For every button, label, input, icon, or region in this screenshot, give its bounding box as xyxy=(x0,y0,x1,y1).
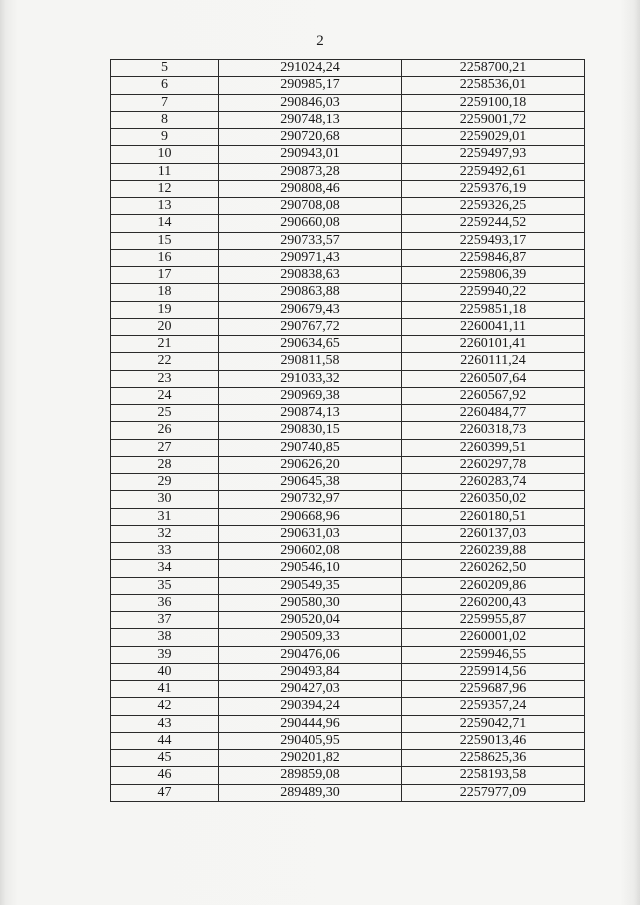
table-row xyxy=(111,508,585,525)
x-coordinate-cell: 290811,58 xyxy=(219,353,402,370)
x-coordinate-cell: 290732,97 xyxy=(219,491,402,508)
x-coordinate-cell: 290660,08 xyxy=(219,215,402,232)
y-coordinate-cell: 2260350,02 xyxy=(402,491,585,508)
table-row xyxy=(111,77,585,94)
table-row xyxy=(111,111,585,128)
x-coordinate-cell: 291033,32 xyxy=(219,370,402,387)
y-coordinate-cell: 2260262,50 xyxy=(402,560,585,577)
table-row xyxy=(111,180,585,197)
x-coordinate-cell: 289859,08 xyxy=(219,767,402,784)
table-row xyxy=(111,422,585,439)
table-row xyxy=(111,163,585,180)
table-row xyxy=(111,129,585,146)
point-number-cell: 28 xyxy=(111,456,219,473)
y-coordinate-cell: 2259029,01 xyxy=(402,129,585,146)
x-coordinate-cell: 290740,85 xyxy=(219,439,402,456)
y-coordinate-cell: 2259940,22 xyxy=(402,284,585,301)
x-coordinate-cell: 290427,03 xyxy=(219,681,402,698)
point-number-cell: 41 xyxy=(111,681,219,698)
table-row xyxy=(111,767,585,784)
x-coordinate-cell: 290846,03 xyxy=(219,94,402,111)
point-number-cell: 15 xyxy=(111,232,219,249)
table-row xyxy=(111,405,585,422)
x-coordinate-cell: 290631,03 xyxy=(219,525,402,542)
table-row xyxy=(111,560,585,577)
point-number-cell: 16 xyxy=(111,249,219,266)
x-coordinate-cell: 290808,46 xyxy=(219,180,402,197)
point-number-cell: 10 xyxy=(111,146,219,163)
x-coordinate-cell: 290733,57 xyxy=(219,232,402,249)
x-coordinate-cell: 290626,20 xyxy=(219,456,402,473)
table-row xyxy=(111,594,585,611)
table-row xyxy=(111,387,585,404)
x-coordinate-cell: 290476,06 xyxy=(219,646,402,663)
table-row xyxy=(111,750,585,767)
y-coordinate-cell: 2259100,18 xyxy=(402,94,585,111)
point-number-cell: 39 xyxy=(111,646,219,663)
x-coordinate-cell: 290645,38 xyxy=(219,474,402,491)
y-coordinate-cell: 2259492,61 xyxy=(402,163,585,180)
point-number-cell: 22 xyxy=(111,353,219,370)
y-coordinate-cell: 2260484,77 xyxy=(402,405,585,422)
point-number-cell: 9 xyxy=(111,129,219,146)
table-row xyxy=(111,60,585,77)
y-coordinate-cell: 2260318,73 xyxy=(402,422,585,439)
y-coordinate-cell: 2257977,09 xyxy=(402,784,585,801)
x-coordinate-cell: 290985,17 xyxy=(219,77,402,94)
point-number-cell: 40 xyxy=(111,663,219,680)
point-number-cell: 14 xyxy=(111,215,219,232)
table-row xyxy=(111,715,585,732)
point-number-cell: 24 xyxy=(111,387,219,404)
coordinates-table xyxy=(110,59,585,802)
y-coordinate-cell: 2258700,21 xyxy=(402,60,585,77)
table-row xyxy=(111,267,585,284)
x-coordinate-cell: 290509,33 xyxy=(219,629,402,646)
table-row xyxy=(111,543,585,560)
table-row xyxy=(111,681,585,698)
table-row xyxy=(111,612,585,629)
y-coordinate-cell: 2260180,51 xyxy=(402,508,585,525)
table-row xyxy=(111,249,585,266)
point-number-cell: 42 xyxy=(111,698,219,715)
table-row xyxy=(111,439,585,456)
page-number: 2 xyxy=(316,33,324,49)
table-row xyxy=(111,301,585,318)
table-row xyxy=(111,491,585,508)
table-row xyxy=(111,577,585,594)
table-row xyxy=(111,698,585,715)
x-coordinate-cell: 290634,65 xyxy=(219,336,402,353)
point-number-cell: 19 xyxy=(111,301,219,318)
table-row xyxy=(111,284,585,301)
y-coordinate-cell: 2258536,01 xyxy=(402,77,585,94)
y-coordinate-cell: 2259914,56 xyxy=(402,663,585,680)
x-coordinate-cell: 289489,30 xyxy=(219,784,402,801)
y-coordinate-cell: 2260567,92 xyxy=(402,387,585,404)
x-coordinate-cell: 290873,28 xyxy=(219,163,402,180)
y-coordinate-cell: 2260111,24 xyxy=(402,353,585,370)
table-row xyxy=(111,474,585,491)
point-number-cell: 18 xyxy=(111,284,219,301)
y-coordinate-cell: 2259013,46 xyxy=(402,732,585,749)
x-coordinate-cell: 290971,43 xyxy=(219,249,402,266)
point-number-cell: 35 xyxy=(111,577,219,594)
table-row xyxy=(111,336,585,353)
point-number-cell: 8 xyxy=(111,111,219,128)
point-number-cell: 44 xyxy=(111,732,219,749)
x-coordinate-cell: 290580,30 xyxy=(219,594,402,611)
point-number-cell: 32 xyxy=(111,525,219,542)
y-coordinate-cell: 2260399,51 xyxy=(402,439,585,456)
y-coordinate-cell: 2259001,72 xyxy=(402,111,585,128)
x-coordinate-cell: 290405,95 xyxy=(219,732,402,749)
y-coordinate-cell: 2259497,93 xyxy=(402,146,585,163)
point-number-cell: 11 xyxy=(111,163,219,180)
point-number-cell: 33 xyxy=(111,543,219,560)
point-number-cell: 21 xyxy=(111,336,219,353)
point-number-cell: 31 xyxy=(111,508,219,525)
x-coordinate-cell: 290668,96 xyxy=(219,508,402,525)
x-coordinate-cell: 290394,24 xyxy=(219,698,402,715)
point-number-cell: 45 xyxy=(111,750,219,767)
point-number-cell: 38 xyxy=(111,629,219,646)
point-number-cell: 47 xyxy=(111,784,219,801)
point-number-cell: 30 xyxy=(111,491,219,508)
x-coordinate-cell: 290830,15 xyxy=(219,422,402,439)
table-row xyxy=(111,370,585,387)
point-number-cell: 25 xyxy=(111,405,219,422)
x-coordinate-cell: 290969,38 xyxy=(219,387,402,404)
point-number-cell: 43 xyxy=(111,715,219,732)
y-coordinate-cell: 2259326,25 xyxy=(402,198,585,215)
x-coordinate-cell: 290748,13 xyxy=(219,111,402,128)
x-coordinate-cell: 290444,96 xyxy=(219,715,402,732)
y-coordinate-cell: 2260101,41 xyxy=(402,336,585,353)
y-coordinate-cell: 2260283,74 xyxy=(402,474,585,491)
y-coordinate-cell: 2260041,11 xyxy=(402,318,585,335)
y-coordinate-cell: 2259042,71 xyxy=(402,715,585,732)
table-row xyxy=(111,784,585,801)
y-coordinate-cell: 2259376,19 xyxy=(402,180,585,197)
table-row xyxy=(111,663,585,680)
x-coordinate-cell: 290943,01 xyxy=(219,146,402,163)
y-coordinate-cell: 2259244,52 xyxy=(402,215,585,232)
y-coordinate-cell: 2259946,55 xyxy=(402,646,585,663)
table-row xyxy=(111,232,585,249)
y-coordinate-cell: 2258193,58 xyxy=(402,767,585,784)
y-coordinate-cell: 2260137,03 xyxy=(402,525,585,542)
y-coordinate-cell: 2259806,39 xyxy=(402,267,585,284)
y-coordinate-cell: 2260001,02 xyxy=(402,629,585,646)
x-coordinate-cell: 290767,72 xyxy=(219,318,402,335)
y-coordinate-cell: 2259687,96 xyxy=(402,681,585,698)
y-coordinate-cell: 2260209,86 xyxy=(402,577,585,594)
coordinates-table-body xyxy=(111,60,585,802)
x-coordinate-cell: 290602,08 xyxy=(219,543,402,560)
x-coordinate-cell: 290520,04 xyxy=(219,612,402,629)
table-row xyxy=(111,646,585,663)
y-coordinate-cell: 2260239,88 xyxy=(402,543,585,560)
point-number-cell: 6 xyxy=(111,77,219,94)
x-coordinate-cell: 290863,88 xyxy=(219,284,402,301)
table-row xyxy=(111,525,585,542)
point-number-cell: 26 xyxy=(111,422,219,439)
x-coordinate-cell: 290874,13 xyxy=(219,405,402,422)
y-coordinate-cell: 2259955,87 xyxy=(402,612,585,629)
table-row xyxy=(111,456,585,473)
point-number-cell: 34 xyxy=(111,560,219,577)
point-number-cell: 29 xyxy=(111,474,219,491)
x-coordinate-cell: 291024,24 xyxy=(219,60,402,77)
x-coordinate-cell: 290201,82 xyxy=(219,750,402,767)
y-coordinate-cell: 2259357,24 xyxy=(402,698,585,715)
y-coordinate-cell: 2258625,36 xyxy=(402,750,585,767)
x-coordinate-cell: 290679,43 xyxy=(219,301,402,318)
table-row xyxy=(111,353,585,370)
point-number-cell: 27 xyxy=(111,439,219,456)
y-coordinate-cell: 2259851,18 xyxy=(402,301,585,318)
point-number-cell: 20 xyxy=(111,318,219,335)
x-coordinate-cell: 290720,68 xyxy=(219,129,402,146)
table-row xyxy=(111,94,585,111)
y-coordinate-cell: 2259493,17 xyxy=(402,232,585,249)
point-number-cell: 17 xyxy=(111,267,219,284)
x-coordinate-cell: 290549,35 xyxy=(219,577,402,594)
point-number-cell: 36 xyxy=(111,594,219,611)
y-coordinate-cell: 2259846,87 xyxy=(402,249,585,266)
x-coordinate-cell: 290708,08 xyxy=(219,198,402,215)
table-row xyxy=(111,215,585,232)
x-coordinate-cell: 290546,10 xyxy=(219,560,402,577)
y-coordinate-cell: 2260200,43 xyxy=(402,594,585,611)
table-row xyxy=(111,146,585,163)
point-number-cell: 5 xyxy=(111,60,219,77)
point-number-cell: 12 xyxy=(111,180,219,197)
point-number-cell: 13 xyxy=(111,198,219,215)
point-number-cell: 37 xyxy=(111,612,219,629)
y-coordinate-cell: 2260507,64 xyxy=(402,370,585,387)
table-row xyxy=(111,318,585,335)
point-number-cell: 7 xyxy=(111,94,219,111)
point-number-cell: 46 xyxy=(111,767,219,784)
table-row xyxy=(111,732,585,749)
point-number-cell: 23 xyxy=(111,370,219,387)
x-coordinate-cell: 290493,84 xyxy=(219,663,402,680)
x-coordinate-cell: 290838,63 xyxy=(219,267,402,284)
table-row xyxy=(111,629,585,646)
table-row xyxy=(111,198,585,215)
y-coordinate-cell: 2260297,78 xyxy=(402,456,585,473)
